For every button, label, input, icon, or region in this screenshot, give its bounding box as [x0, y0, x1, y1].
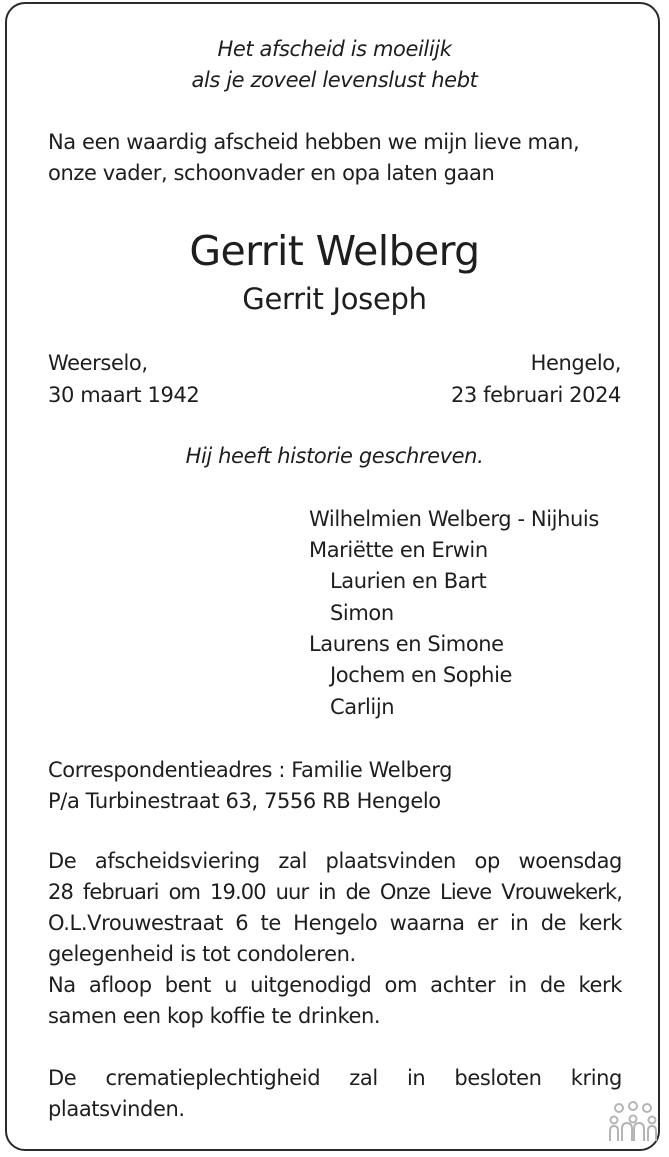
family-member: Jochem en Sophie [330, 663, 513, 687]
intro-line-1: Na een waardig afscheid hebben we mijn lieve man, [48, 130, 580, 154]
family-member: Mariëtte en Erwin [309, 538, 488, 562]
cremation-line-2: plaatsvinden. [48, 1097, 185, 1121]
family-member: Carlijn [330, 695, 395, 719]
ceremony-line-4: gelegenheid is tot condoleren. [48, 942, 356, 966]
ceremony-line-3: O.L.Vrouwestraat 6 te Hengelo waarna er in de kerk [48, 911, 622, 935]
ceremony-line-1: De afscheidsviering zal plaatsvinden op woensdag [48, 849, 622, 873]
ceremony-line-2: 28 februari om 19.00 uur in de Onze Lieve Vrouwekerk, [48, 880, 622, 904]
motto-line-1: Het afscheid is moeilijk [217, 37, 452, 61]
family-member: Laurien en Bart [330, 569, 487, 593]
correspondence-line-2: P/a Turbinestraat 63, 7556 RB Hengelo [48, 789, 441, 813]
birth-place: Weerselo, [48, 351, 148, 375]
family-member: Simon [330, 601, 394, 625]
family-member: Laurens en Simone [309, 632, 504, 656]
deceased-full-name: Gerrit Joseph [242, 282, 427, 316]
birth-date: 30 maart 1942 [48, 383, 200, 407]
intro-line-2: onze vader, schoonvader en opa laten gaan [48, 161, 495, 185]
ceremony-line-5: Na afloop bent u uitgenodigd om achter in de kerk [48, 973, 622, 997]
motto-line-2: als je zoveel levenslust hebt [191, 68, 478, 92]
ceremony-line-6: samen een kop koffie te drinken. [48, 1004, 381, 1028]
family-member: Wilhelmien Welberg - Nijhuis [309, 507, 599, 531]
death-place: Hengelo, [530, 351, 621, 375]
quote: Hij heeft historie geschreven. [185, 444, 484, 468]
deceased-name: Gerrit Welberg [189, 227, 480, 275]
correspondence-line-1: Correspondentieadres : Familie Welberg [48, 758, 453, 782]
death-date: 23 februari 2024 [450, 383, 621, 407]
people-group-icon [606, 1101, 660, 1145]
cremation-line-1: De crematieplechtigheid zal in besloten kring [48, 1066, 622, 1090]
